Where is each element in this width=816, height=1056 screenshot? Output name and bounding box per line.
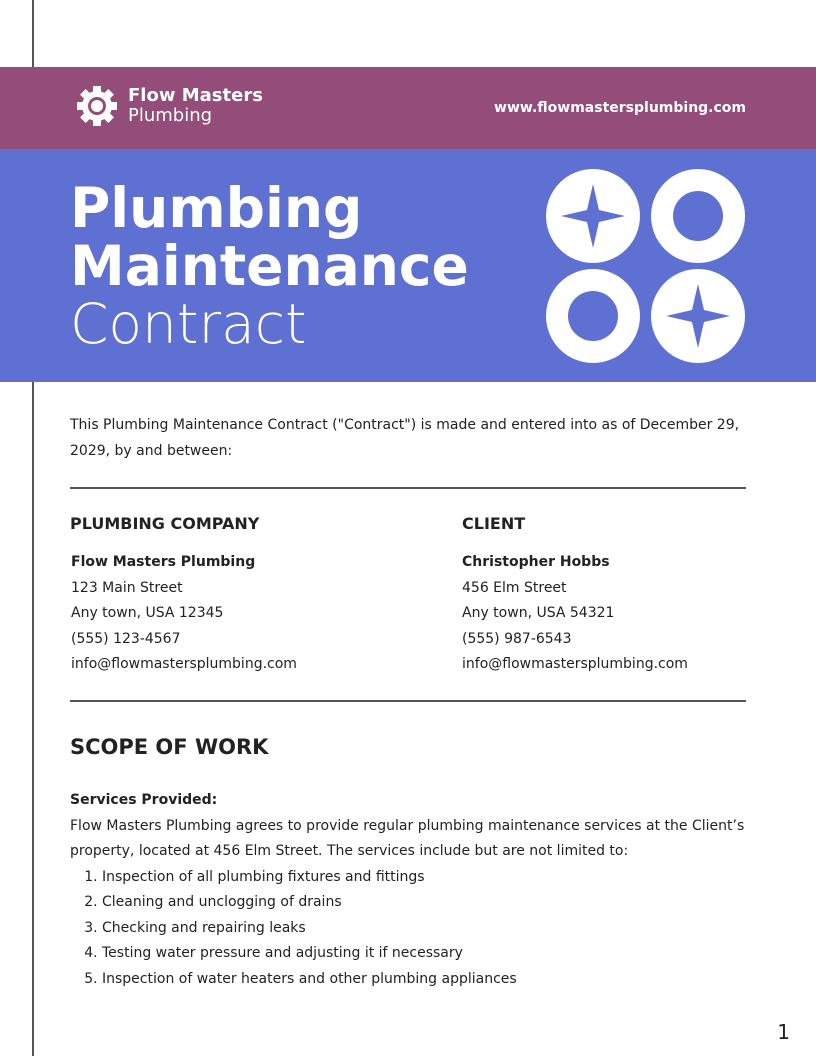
- client-city: Any town, USA 54321: [462, 605, 615, 621]
- title-line-2: Maintenance: [70, 234, 469, 298]
- company-details: [71, 550, 297, 678]
- client-details: [462, 550, 688, 678]
- decorative-circles: [545, 169, 755, 369]
- divider: [70, 700, 746, 702]
- scope-text: Flow Masters Plumbing agrees to provide regular plumbing maintenance services at the Client’s property, located at 456 Elm Street. The services include but are not limited to:: [70, 817, 745, 859]
- client-heading: CLIENT: [462, 514, 526, 533]
- website-link[interactable]: www.flowmastersplumbing.com: [494, 100, 746, 116]
- divider: [70, 487, 746, 489]
- scope-section: [70, 788, 760, 992]
- star-circle-icon: [651, 269, 745, 363]
- client-name: Christopher Hobbs: [462, 554, 610, 570]
- title-line-1: Plumbing: [70, 176, 363, 240]
- page-number: 1: [777, 1020, 790, 1044]
- company-city: Any town, USA 12345: [71, 605, 224, 621]
- company-address: 123 Main Street: [71, 579, 183, 596]
- hero-banner: [0, 149, 816, 382]
- company-email: info@flowmastersplumbing.com: [71, 656, 297, 672]
- title-line-3: Contract: [70, 292, 307, 356]
- client-email: info@flowmastersplumbing.com: [462, 656, 688, 672]
- page-title: [70, 176, 469, 356]
- list-item: 5. Inspection of water heaters and other plumbing appliances: [102, 967, 760, 993]
- brand-name: Flow Masters: [128, 85, 263, 106]
- list-item: 4. Testing water pressure and adjusting it if necessary: [102, 941, 760, 967]
- intro-text: This Plumbing Maintenance Contract ("Contract") is made and entered into as of December 29, 2029, by and between:: [70, 417, 740, 459]
- company-heading: PLUMBING COMPANY: [70, 514, 260, 533]
- top-banner: [0, 67, 816, 149]
- brand-subname: Plumbing: [128, 105, 213, 126]
- list-item: 2. Cleaning and unclogging of drains: [102, 890, 760, 916]
- list-item: 1. Inspection of all plumbing fixtures and fittings: [102, 865, 760, 891]
- gear-icon: [76, 85, 118, 127]
- client-phone: (555) 987-6543: [462, 630, 572, 647]
- services-list: [102, 865, 760, 993]
- star-circle-icon: [546, 169, 640, 263]
- client-address: 456 Elm Street: [462, 579, 567, 596]
- scope-heading: SCOPE OF WORK: [70, 735, 269, 759]
- services-subheading: Services Provided:: [70, 792, 218, 808]
- company-name: Flow Masters Plumbing: [71, 554, 256, 570]
- ring-icon: [546, 269, 640, 363]
- list-item: 3. Checking and repairing leaks: [102, 916, 760, 942]
- ring-icon: [651, 169, 745, 263]
- company-phone: (555) 123-4567: [71, 630, 181, 647]
- brand-logo: [76, 85, 263, 127]
